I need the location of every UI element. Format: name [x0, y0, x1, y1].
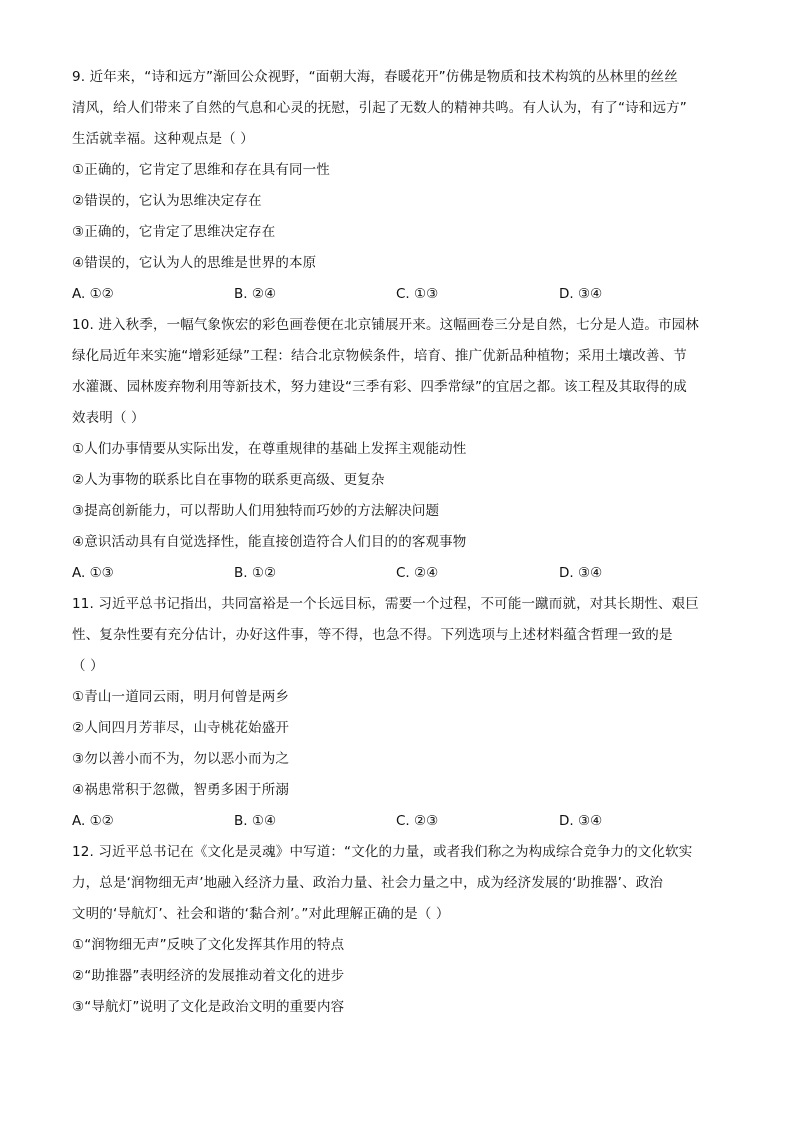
statement-item: ②错误的，它认为思维决定存在	[72, 193, 262, 209]
question-stem-line: 性、复杂性要有充分估计，办好这件事，等不得，也急不得。下列选项与上述材料蕴含哲理一致的是	[72, 627, 673, 643]
answer-options	[72, 558, 722, 589]
question-12	[72, 837, 722, 1023]
statement-item: ④意识活动具有自觉选择性，能直接创造符合人们目的的客观事物	[72, 534, 467, 550]
option-b: B. ①②	[234, 565, 277, 581]
question-10	[72, 310, 722, 589]
option-a: A. ①②	[72, 286, 114, 302]
option-b: B. ①④	[234, 813, 277, 829]
exam-page	[72, 62, 722, 1023]
answer-options	[72, 806, 722, 837]
question-stem-line: （ ）	[72, 658, 104, 674]
option-a: A. ①③	[72, 565, 114, 581]
question-stem-line: 水灌溉、园林废弃物利用等新技术，努力建设“三季有彩、四季常绿”的宜居之都。该工程及其取得的成	[72, 379, 687, 395]
question-stem-line: 文明的‘导航灯’、社会和谐的‘黏合剂’。”对此理解正确的是（ ）	[72, 906, 450, 922]
statement-item: ②人为事物的联系比自在事物的联系更高级、更复杂	[72, 472, 385, 488]
question-stem-line: 10. 进入秋季，一幅气象恢宏的彩色画卷便在北京铺展开来。这幅画卷三分是自然，七分是人造。市园林	[72, 317, 699, 333]
statement-item: ①“润物细无声”反映了文化发挥其作用的特点	[72, 937, 345, 953]
option-c: C. ①③	[396, 286, 439, 302]
question-11	[72, 589, 722, 837]
question-9	[72, 62, 722, 310]
question-stem-line: 效表明（ ）	[72, 410, 145, 426]
option-a: A. ①②	[72, 813, 114, 829]
question-stem-line: 力，总是‘润物细无声’地融入经济力量、政治力量、社会力量之中，成为经济发展的‘助推器’、政治	[72, 875, 664, 891]
question-stem-line: 生活就幸福。这种观点是（ ）	[72, 131, 254, 147]
option-d: D. ③④	[559, 813, 603, 829]
option-d: D. ③④	[559, 286, 603, 302]
question-stem-line: 11. 习近平总书记指出，共同富裕是一个长远目标，需要一个过程，不可能一蹴而就，对其长期性、艰巨	[72, 596, 699, 612]
statement-item: ④祸患常积于忽微，智勇多困于所溺	[72, 782, 290, 798]
option-c: C. ②③	[396, 813, 439, 829]
statement-item: ③“导航灯”说明了文化是政治文明的重要内容	[72, 999, 345, 1015]
option-d: D. ③④	[559, 565, 603, 581]
option-c: C. ②④	[396, 565, 439, 581]
question-stem-line: 12. 习近平总书记在《文化是灵魂》中写道：“文化的力量，或者我们称之为构成综合竞争力的文化软实	[72, 844, 693, 860]
statement-item: ③正确的，它肯定了思维决定存在	[72, 224, 276, 240]
statement-item: ①青山一道同云雨，明月何曾是两乡	[72, 689, 290, 705]
question-stem-line: 9. 近年来，“诗和远方”渐回公众视野，“面朝大海，春暖花开”仿佛是物质和技术构筑的丛林里的丝丝	[72, 69, 678, 85]
statement-item: ④错误的，它认为人的思维是世界的本原	[72, 255, 317, 271]
statement-item: ③勿以善小而不为，勿以恶小而为之	[72, 751, 290, 767]
statement-item: ②“助推器”表明经济的发展推动着文化的进步	[72, 968, 345, 984]
answer-options	[72, 279, 722, 310]
statement-item: ①正确的，它肯定了思维和存在具有同一性	[72, 162, 330, 178]
statement-item: ①人们办事情要从实际出发，在尊重规律的基础上发挥主观能动性	[72, 441, 467, 457]
statement-item: ③提高创新能力，可以帮助人们用独特而巧妙的方法解决问题	[72, 503, 440, 519]
statement-item: ②人间四月芳菲尽，山寺桃花始盛开	[72, 720, 290, 736]
option-b: B. ②④	[234, 286, 277, 302]
question-stem-line: 绿化局近年来实施“增彩延绿”工程：结合北京物候条件，培育、推广优新品种植物；采用土壤改善、节	[72, 348, 687, 364]
question-stem-line: 清风，给人们带来了自然的气息和心灵的抚慰，引起了无数人的精神共鸣。有人认为，有了“诗和远方”	[72, 100, 687, 116]
